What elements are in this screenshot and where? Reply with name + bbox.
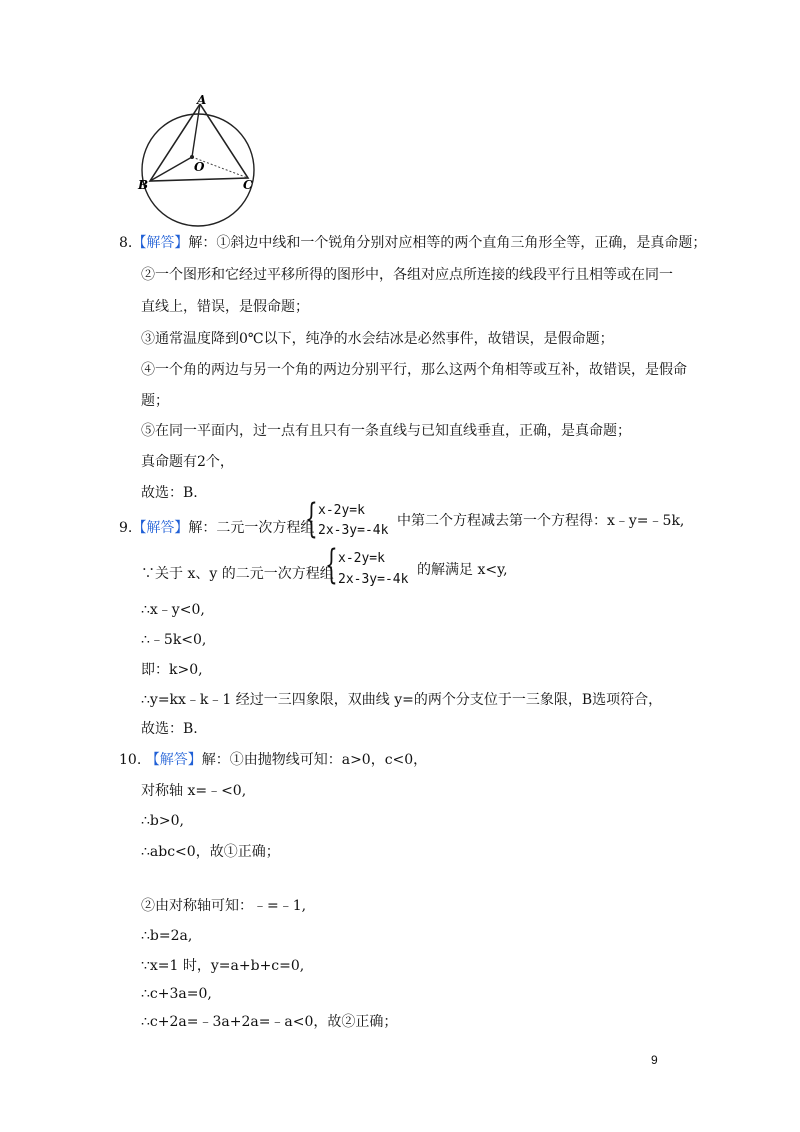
- q8-line-1: ②一个图形和它经过平移所得的图形中，各组对应点所连接的线段平行且相等或在同一: [141, 267, 673, 283]
- q9-line-0: ∴x﹣y<0,: [141, 602, 205, 618]
- q9-first-line: [119, 519, 314, 537]
- segment-bo: [150, 157, 192, 181]
- q10-line-7: ∴c+3a=0,: [141, 986, 212, 1002]
- q8-line-3: ③通常温度降到0℃以下，纯净的水会结冰是必然事件，故错误，是假命题；: [141, 331, 614, 347]
- q10-line-1: 对称轴 x=﹣<0,: [141, 783, 247, 799]
- center-point: [190, 155, 194, 159]
- q9-line2-post: 的解满足 x<y,: [417, 562, 508, 578]
- q9-line-1: ∴﹣5k<0,: [141, 632, 207, 648]
- q8-number: 8.: [119, 235, 133, 251]
- q10-line-2: ∴b>0,: [141, 813, 184, 829]
- q8-line-5: 题；: [141, 393, 169, 409]
- page-number: 9: [651, 1053, 658, 1067]
- q8-line-4: ④一个角的两边与另一个角的两边分别平行，那么这两个角相等或互补，故错误，是假命: [141, 362, 687, 378]
- q9-line2-pre: ∵关于 x、y 的二元一次方程组: [141, 566, 334, 582]
- label-b: B: [138, 178, 149, 192]
- geometry-figure: [130, 92, 270, 242]
- q9-line-3: ∴y=kx﹣k﹣1 经过一三四象限，双曲线 y=的两个分支位于一三象限，B选项符合，: [141, 692, 663, 708]
- q10-line-5: ∴b=2a,: [141, 928, 193, 944]
- q9-answer-tag: 【解答】: [132, 520, 189, 536]
- q8-line-2: 直线上，错误，是假命题；: [141, 299, 309, 315]
- label-c: C: [243, 178, 253, 192]
- q9-system-2-eq1: x-2y=k: [338, 551, 385, 566]
- q10-line-6: ∵x=1 时，y=a+b+c=0,: [141, 958, 305, 974]
- q10-line-8: ∴c+2a=﹣3a+2a=﹣a<0，故②正确；: [141, 1014, 398, 1030]
- q8-answer-tag: 【解答】: [132, 235, 189, 251]
- q8-line-7: 真命题有2个，: [141, 454, 234, 470]
- q9-number: 9.: [119, 520, 133, 536]
- q10-line-3: ∴abc<0，故①正确；: [141, 844, 280, 860]
- q10-number: 10.: [119, 752, 142, 768]
- q8-line-6: ⑤在同一平面内，过一点有且只有一条直线与已知直线垂直，正确，是真命题；: [141, 423, 631, 439]
- q9-system-1-eq2: 2x-3y=-4k: [318, 523, 389, 538]
- q9-line-4: 故选：B.: [141, 721, 198, 737]
- q9-system-1-eq1: x-2y=k: [318, 503, 365, 518]
- q9-system-brace-1: {: [305, 496, 318, 542]
- q8-first-line: [119, 234, 706, 252]
- q10-answer-tag: 【解答】: [145, 752, 202, 768]
- q10-line-0: 解：①由抛物线可知：a>0，c<0，: [201, 752, 428, 768]
- q9-line1-pre: 解：二元一次方程组: [188, 520, 315, 536]
- label-a: A: [197, 93, 207, 107]
- q8-line-8: 故选：B.: [141, 485, 198, 501]
- q9-system-2-eq2: 2x-3y=-4k: [338, 572, 409, 587]
- q9-line-2: 即：k>0,: [141, 662, 203, 678]
- q9-system-brace-2: {: [325, 542, 338, 588]
- q9-line1-post: 中第二个方程减去第一个方程得：x﹣y=﹣5k,: [397, 513, 685, 529]
- segment-ao: [192, 104, 200, 157]
- label-o: O: [194, 160, 205, 174]
- q10-first-line: [119, 751, 427, 769]
- q8-line-0: 解：①斜边中线和一个锐角分别对应相等的两个直角三角形全等，正确，是真命题；: [188, 235, 707, 251]
- q10-line-4: ②由对称轴可知：﹣=﹣1,: [141, 898, 307, 914]
